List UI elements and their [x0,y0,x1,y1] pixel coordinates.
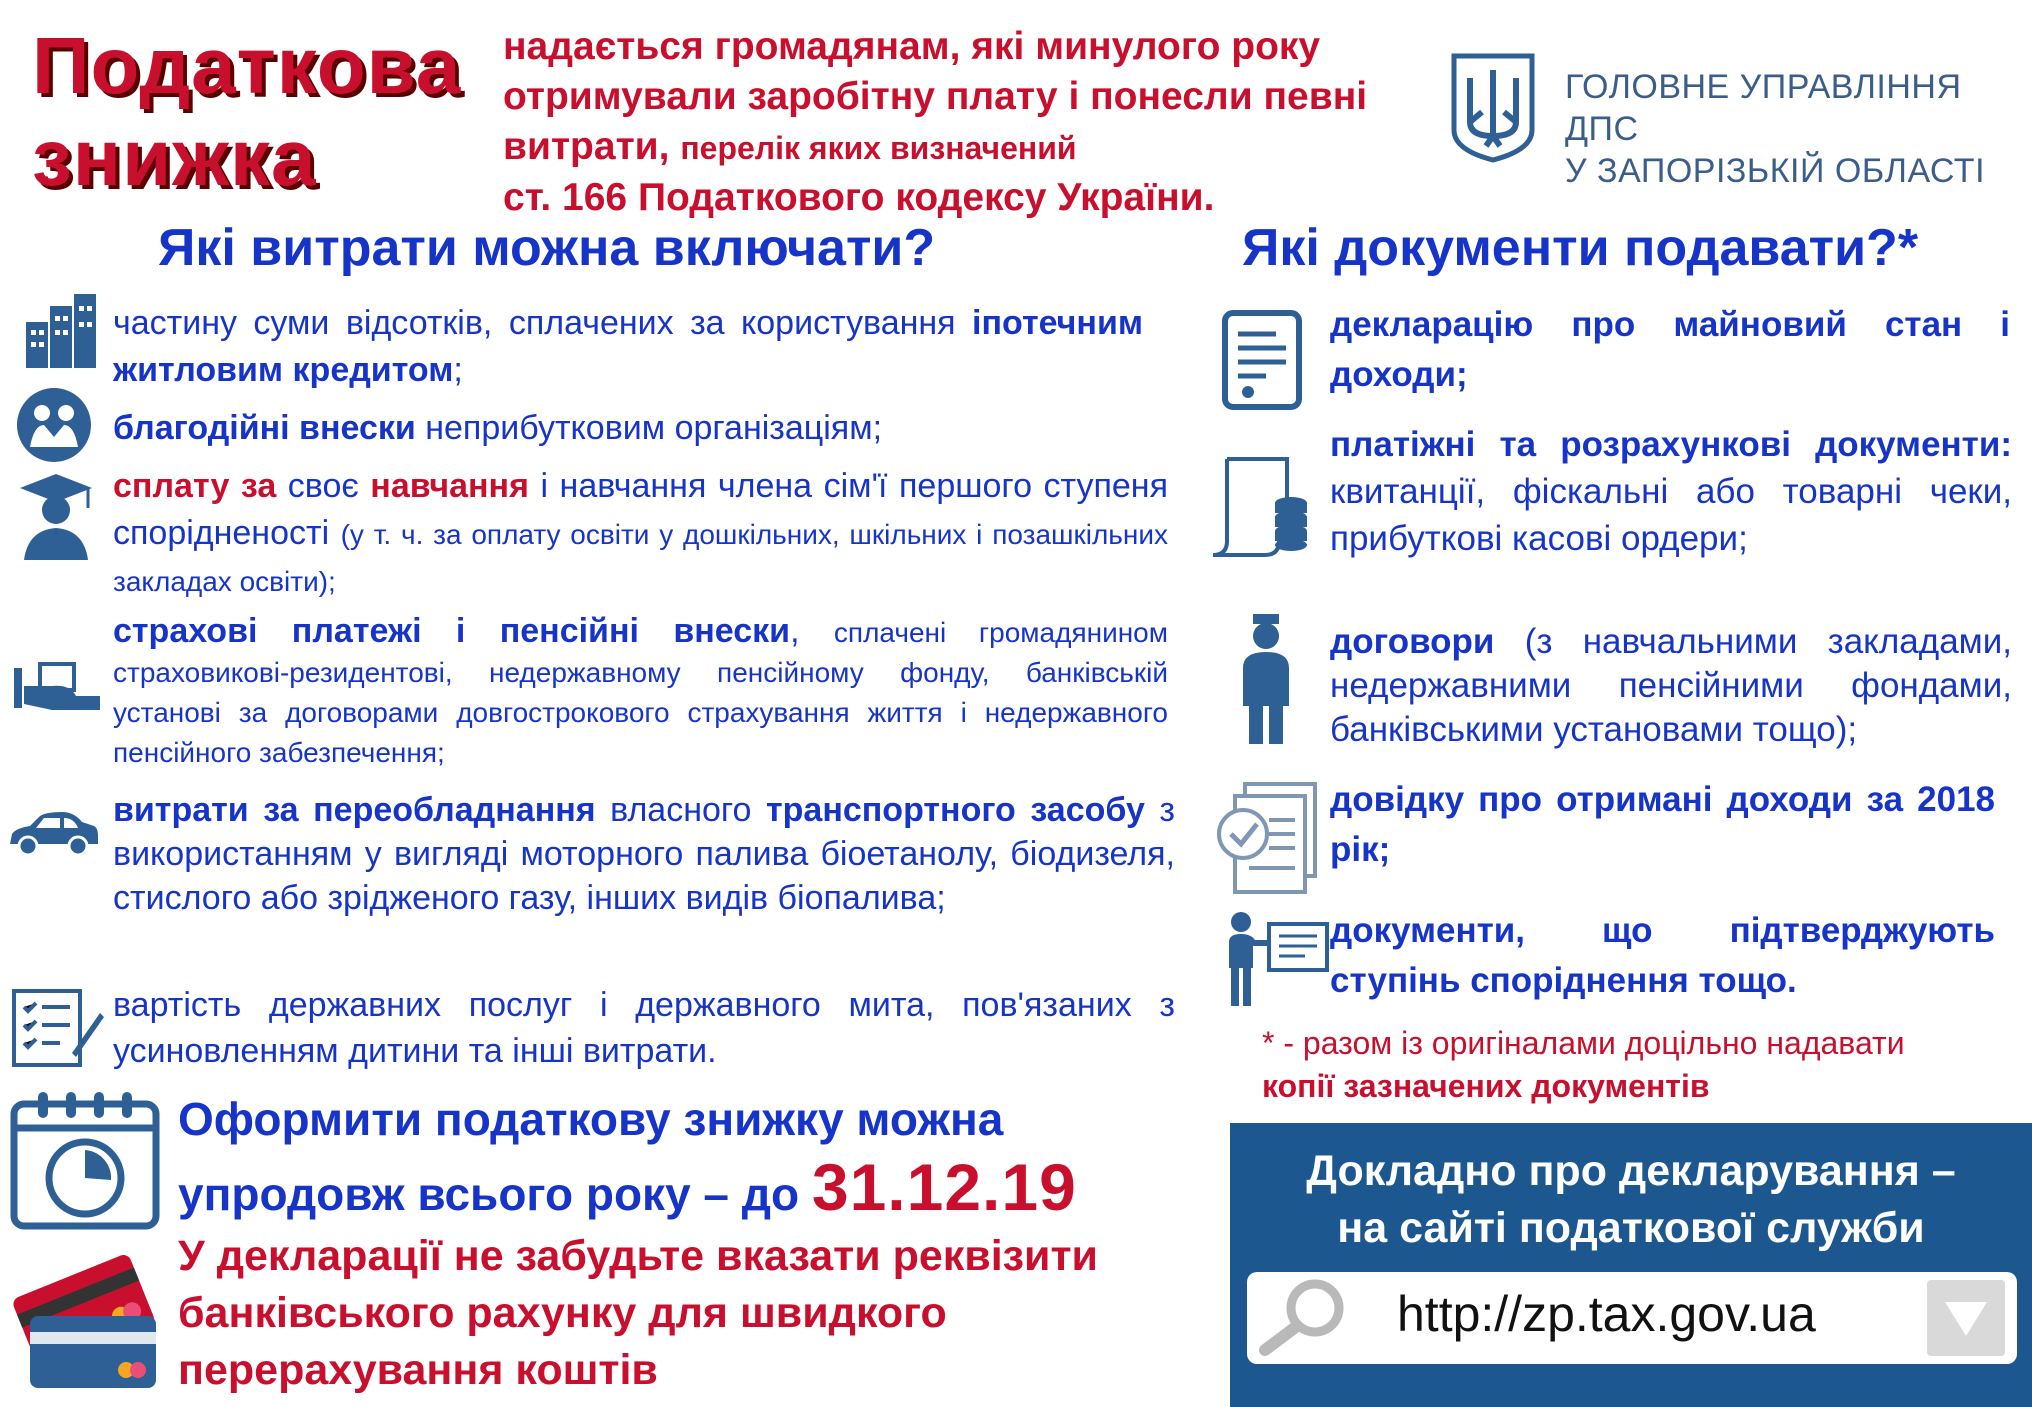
businessman-icon [1235,612,1297,746]
deadline-date: 31.12.19 [811,1150,1077,1224]
documents-note [1262,1022,2002,1108]
intro-text [503,22,1403,223]
document-item-declaration: декларацію про майновий стан і доходи; [1330,305,2010,394]
charity-icon [14,385,94,465]
declaration-document-icon [1222,310,1302,410]
bank-cards-icon [12,1250,162,1392]
page-title [32,20,482,204]
title-line-2: знижка [32,113,317,202]
document-item-income-certificate: довідку про отримані доходи за 2018 рік; [1330,780,1995,869]
calendar-clock-icon [10,1090,160,1230]
buildings-icon [22,292,98,370]
intro-small: перелік яких визначений [680,130,1077,166]
bank-account-note: У декларації не забудьте вказати реквізити банківського рахунку для швидкого перерахування коштів [178,1232,1098,1394]
document-item-contracts: договори (з навчальними закладами, недержавними пенсійними фондами, банківськими установами тощо); [1330,622,2012,749]
graduate-icon [18,472,94,562]
deadline-line-2: упродовж всього року – до 31.12.19 [178,1150,1077,1224]
org-line-1: ГОЛОВНЕ УПРАВЛІННЯ ДПС [1565,68,1962,148]
search-icon [1255,1278,1351,1358]
note-bold: копії зазначених документів [1262,1068,1710,1104]
org-line-2: У ЗАПОРІЗЬКІЙ ОБЛАСТІ [1565,152,1986,190]
intro-main: надається громадянам, які минулого року отримували заробітну плату і понесли певні витрати, [503,25,1368,168]
title-line-1: Податкова [32,21,462,110]
expense-item-adoption: вартість державних послуг і державного мита, пов'язаних з усиновленням дитини та інші витрати. [113,986,1175,1070]
document-item-payment: платіжні та розрахункові документи: квитанції, фіскальні або товарні чеки, прибуткові касові ордери; [1330,425,2012,558]
website-panel-text [1230,1143,2032,1257]
panel-line-2: на сайті податкової служби [1337,1204,1925,1252]
website-url[interactable]: http://zp.tax.gov.ua [1397,1286,1816,1342]
dropdown-arrow-icon[interactable] [1925,1278,2007,1358]
expense-item-education: сплату за своє навчання і навчання члена сім'ї першого ступеня спорідненості (у т. ч. за оплату освіти у дошкільних, шкільних і позашкільних закладах освіти); [113,467,1168,597]
intro-last: ст. 166 Податкового кодексу України. [503,176,1215,219]
note-main: * - разом із оригіналами доцільно надавати [1262,1025,1905,1061]
checklist-pen-icon [12,985,106,1069]
left-heading: Які витрати можна включати? [158,219,936,277]
trident-emblem-icon [1450,52,1536,164]
document-item-kinship: документи, що підтверджують ступінь споріднення тощо. [1330,911,1995,1000]
expense-item-charity: благодійні внески неприбутковим організаціям; [113,409,883,447]
insurance-payment-icon [12,660,102,716]
expense-item-insurance: страхові платежі і пенсійні внески, сплачені громадянином страховикові-резидентові, недержавному пенсійному фонду, банківській установі за договорами довгострокового страхування життя і недержавного пенсійного забезпечення; [113,612,1168,768]
expense-item-mortgage: частину суми відсотків, сплачених за користування іпотечним житловим кредитом; [113,304,1143,389]
presenter-board-icon [1225,910,1329,1008]
income-certificate-icon [1215,780,1319,896]
deadline-text [178,1085,1188,1228]
receipt-coins-icon [1205,455,1315,559]
organization-name [1565,66,2025,192]
right-heading: Які документи подавати?* [1242,219,1919,277]
expense-item-vehicle: витрати за переобладнання власного транспортного засобу з використанням у вигляді моторного палива біоетанолу, біодизеля, стислого або зрідженого газу, інших видів біопалива; [113,791,1176,917]
car-icon [6,810,100,858]
deadline-line-1: Оформити податкову знижку можна [178,1093,1004,1145]
panel-line-1: Докладно про декларування – [1306,1147,1956,1195]
